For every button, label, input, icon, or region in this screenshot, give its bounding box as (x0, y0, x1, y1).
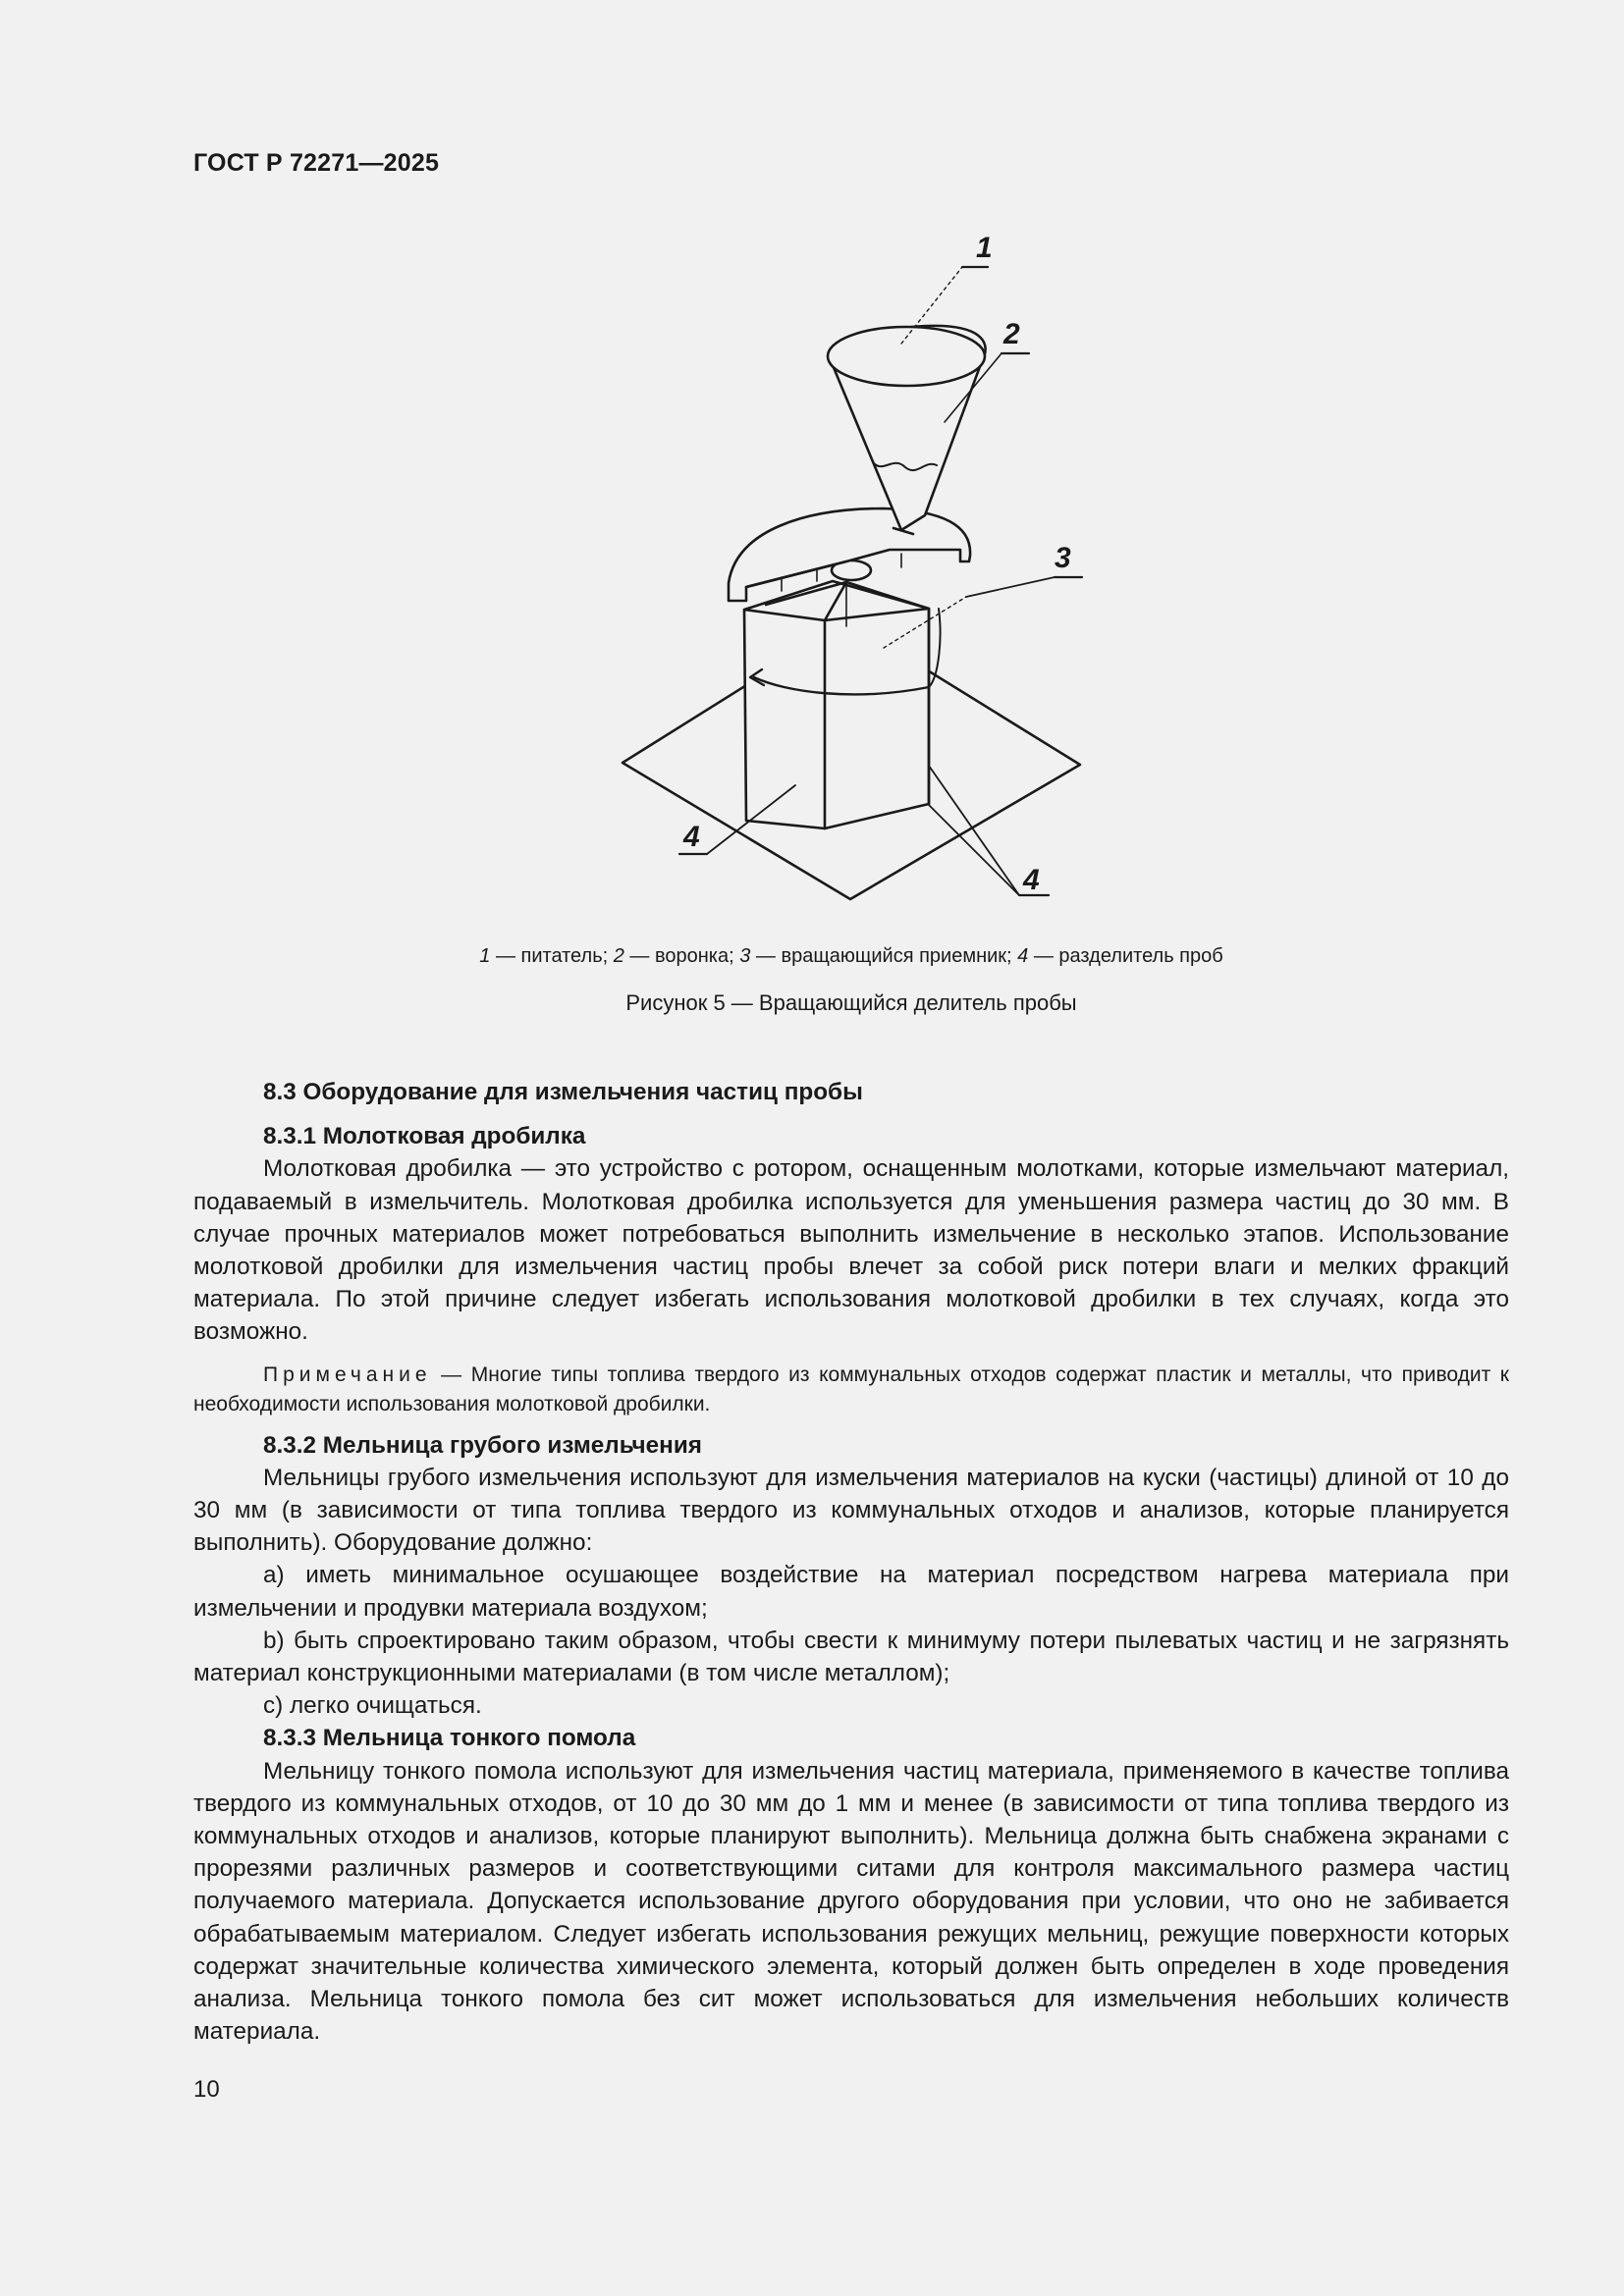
legend-text-2: — воронка; (623, 945, 740, 967)
section-8-3-2-paragraph: Мельницы грубого измельчения используют для измельчения материалов на куски (частицы) длиной от 10 до 30 мм (в зависимости от типа топлива твердого из коммунальных отходов и анализов, которые планируется выполнить). Оборудование должно: (193, 1464, 1509, 1557)
section-8-3-3-title: 8.3.3 Мельница тонкого помола (263, 1725, 636, 1752)
document-header: ГОСТ Р 72271—2025 (193, 149, 440, 177)
note-label: Примечание (263, 1362, 432, 1386)
figure-label-4a: 4 (683, 821, 700, 853)
list-item-c: c) легко очищаться. (263, 1692, 482, 1720)
figure-label-1: 1 (976, 232, 993, 264)
page-number: 10 (193, 2076, 220, 2103)
figure-rotary-divider (589, 216, 1100, 923)
section-8-3-1-note (193, 1361, 1509, 1419)
note-text: — Многие типы топлива твердого из коммунальных отходов содержат пластик и металлы, что приводит к необходимости использования молотковой дробилки. (193, 1362, 1509, 1415)
section-8-3-1-title: 8.3.1 Молотковая дробилка (263, 1123, 586, 1150)
legend-num-3: 3 (739, 945, 751, 967)
section-8-3-3-paragraph: Мельницу тонкого помола используют для измельчения частиц материала, применяемого в качестве топлива твердого из коммунальных отходов, от 10 до 30 мм до 1 мм и менее (в зависимости от типа топлива твердого из коммунальных отходов и анализов, которые планируют выполнить). Мельница должна быть снабжена экранами с прорезями различных размеров и соответствующими ситами для контроля максимального размера частиц получаемого материала. Допускается использование другого оборудования при условии, что оно не забивается обрабатываемым материалом. Следует избегать использования режущих мельниц, режущие поверхности которых содержат значительные количества химического элемента, который должен быть определен в ходе проведения анализа. Мельница тонкого помола без сит может использоваться для измельчения небольших количеств материала. (193, 1757, 1509, 2046)
figure-label-2: 2 (1003, 318, 1020, 350)
list-item-a: a) иметь минимальное осушающее воздействие на материал посредством нагрева материала при измельчении и продувки материала воздухом; (193, 1562, 1509, 1622)
list-item-b: b) быть спроектировано таким образом, чтобы свести к минимуму потери пылеватых частиц и не загрязнять материал конструкционными материалами (в том числе металлом); (193, 1627, 1509, 1687)
figure-caption: Рисунок 5 — Вращающийся делитель пробы (625, 990, 1077, 1015)
rotary-divider-drawing (589, 216, 1100, 923)
section-8-3-2-title: 8.3.2 Мельница грубого измельчения (263, 1431, 702, 1459)
legend-text-1: — питатель; (490, 945, 614, 967)
figure-label-3: 3 (1055, 542, 1071, 574)
legend-num-1: 1 (479, 945, 491, 967)
legend-num-4: 4 (1017, 945, 1029, 967)
figure-legend (193, 945, 1509, 968)
legend-text-4: — разделитель проб (1028, 945, 1223, 967)
section-8-3-title: 8.3 Оборудование для измельчения частиц пробы (263, 1079, 863, 1105)
figure-label-4b: 4 (1023, 864, 1040, 896)
section-8-3-1-paragraph: Молотковая дробилка — это устройство с ротором, оснащенным молотками, которые измельчают материал, подаваемый в измельчитель. Молотковая дробилка используется для уменьшения размера частиц до 30 мм. В случае прочных материалов может потребоваться выполнить измельчение в несколько этапов. Использование молотковой дробилки для измельчения частиц пробы влечет за собой риск потери влаги и мелких фракций материала. По этой причине следует избегать использования молотковой дробилки в тех случаях, когда это возможно. (193, 1155, 1509, 1346)
legend-text-3: — вращающийся приемник; (750, 945, 1018, 967)
legend-num-2: 2 (613, 945, 624, 967)
feeder-opening (828, 327, 985, 386)
body-text (193, 1076, 1509, 2048)
